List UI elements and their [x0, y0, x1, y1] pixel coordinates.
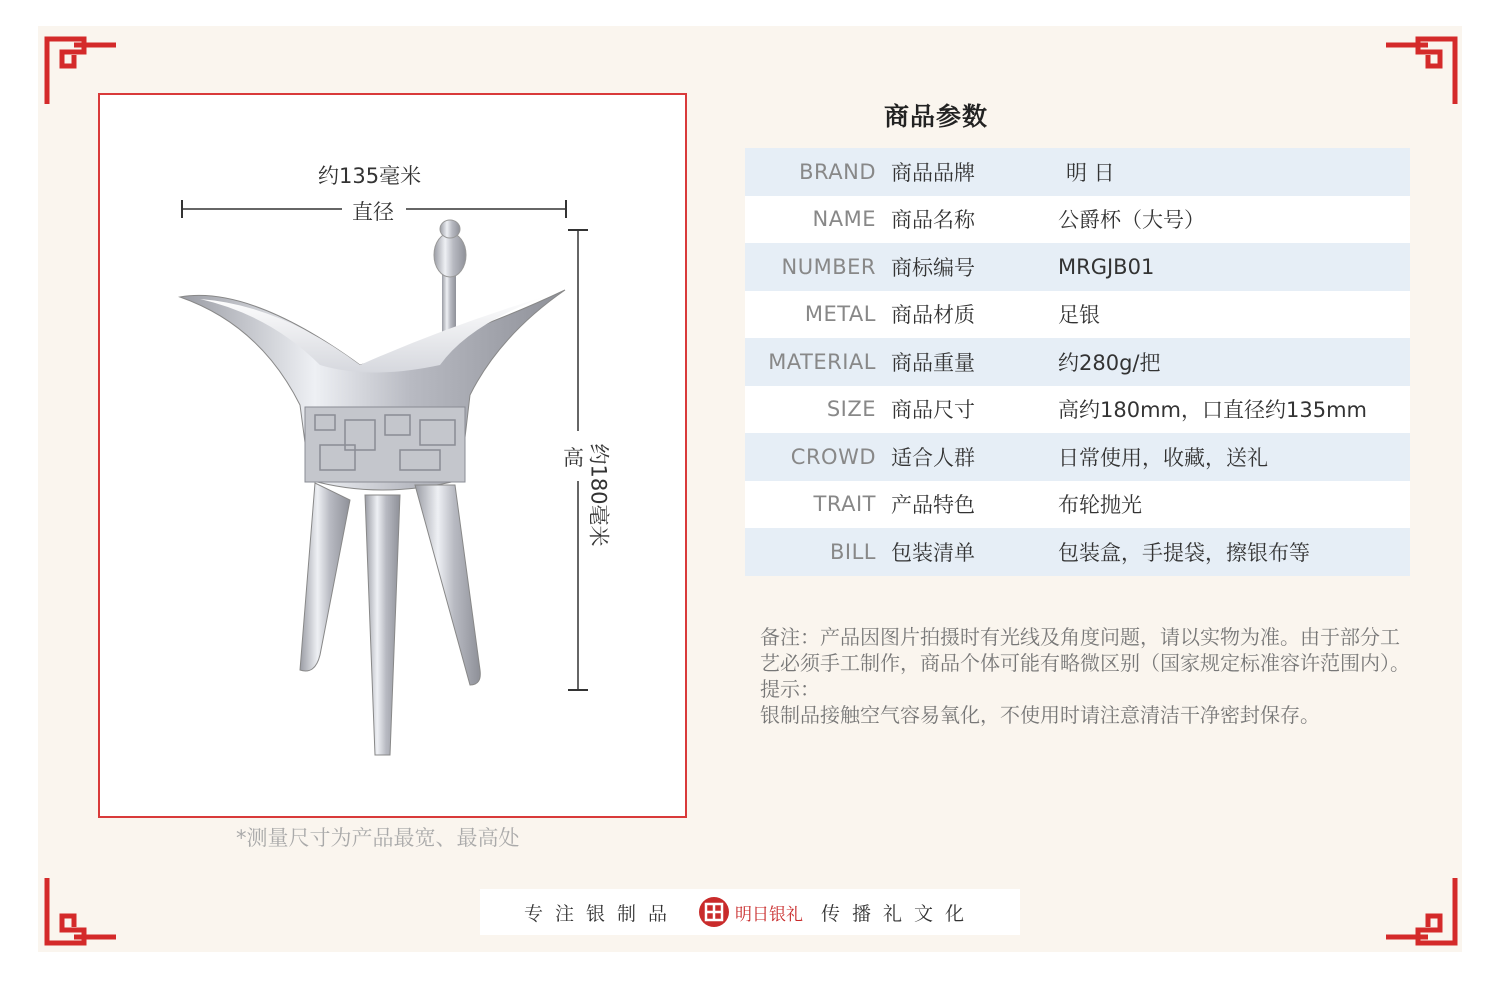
param-row-trait	[745, 481, 1410, 529]
param-cn-label: 商品尺寸	[891, 398, 975, 423]
brand-logo-text: 明日银礼	[735, 904, 803, 925]
param-en-label: BILL	[830, 539, 876, 564]
param-value: 约280g/把	[1058, 350, 1161, 375]
param-row-bill	[745, 528, 1410, 576]
param-row-name	[745, 196, 1410, 244]
footer-banner	[480, 889, 1020, 935]
param-value: 包装盒，手提袋，擦银布等	[1058, 540, 1310, 565]
param-cn-label: 商品品牌	[891, 160, 975, 185]
param-row-crowd	[745, 433, 1410, 481]
param-value: 日常使用，收藏，送礼	[1058, 445, 1268, 470]
corner-ornament-bottom-left	[44, 876, 118, 946]
param-row-brand	[745, 148, 1410, 196]
brand-logo	[697, 895, 803, 929]
param-en-label: TRAIT	[813, 492, 876, 517]
width-dimension-line	[178, 198, 570, 220]
param-en-label: BRAND	[799, 159, 876, 184]
remarks-notes	[760, 624, 1410, 728]
height-label: 高	[563, 446, 584, 470]
param-cn-label: 包装清单	[891, 540, 975, 565]
corner-ornament-top-right	[1384, 36, 1458, 106]
slogan-left: 专注银制品	[523, 902, 679, 925]
param-value: 公爵杯（大号）	[1058, 208, 1205, 233]
param-value: MRGJB01	[1058, 254, 1155, 279]
param-row-size	[745, 386, 1410, 434]
params-title: 商品参数	[884, 102, 989, 131]
param-en-label: NUMBER	[781, 254, 876, 279]
param-value: 明 日	[1066, 160, 1115, 185]
param-row-material	[745, 338, 1410, 386]
param-cn-label: 商品材质	[891, 303, 975, 328]
tip-text: 银制品接触空气容易氧化，不使用时请注意清洁干净密封保存。	[760, 703, 1320, 727]
height-dimension-label: 约180毫米	[586, 443, 611, 547]
width-dimension-label: 约135毫米	[318, 164, 422, 188]
param-value: 足银	[1058, 303, 1100, 328]
param-en-label: MATERIAL	[768, 349, 876, 374]
param-en-label: CROWD	[790, 444, 876, 469]
diameter-label: 直径	[352, 200, 394, 224]
param-row-number	[745, 243, 1410, 291]
param-value: 布轮抛光	[1058, 493, 1142, 518]
tip-heading: 提示：	[760, 677, 820, 701]
param-cn-label: 商品名称	[891, 208, 975, 233]
param-value: 高约180mm，口直径约135mm	[1058, 398, 1367, 423]
param-en-label: METAL	[804, 302, 876, 327]
param-en-label: NAME	[812, 207, 876, 232]
param-row-metal	[745, 291, 1410, 339]
remark-text: 备注：产品因图片拍摄时有光线及角度问题，请以实物为准。由于部分工艺必须手工制作，商品个体可能有略微区别（国家规定标准容许范围内）。	[760, 625, 1410, 675]
slogan-right: 传播礼文化	[821, 902, 977, 925]
param-cn-label: 商品重量	[891, 350, 975, 375]
brand-seal-icon	[697, 895, 731, 929]
param-cn-label: 适合人群	[891, 445, 975, 470]
corner-ornament-bottom-right	[1384, 876, 1458, 946]
measurement-footnote: *测量尺寸为产品最宽、最高处	[236, 826, 520, 850]
params-table	[745, 148, 1410, 576]
param-cn-label: 产品特色	[891, 493, 975, 518]
param-en-label: SIZE	[826, 397, 876, 422]
param-cn-label: 商标编号	[891, 255, 975, 280]
product-cup-image	[170, 215, 590, 775]
